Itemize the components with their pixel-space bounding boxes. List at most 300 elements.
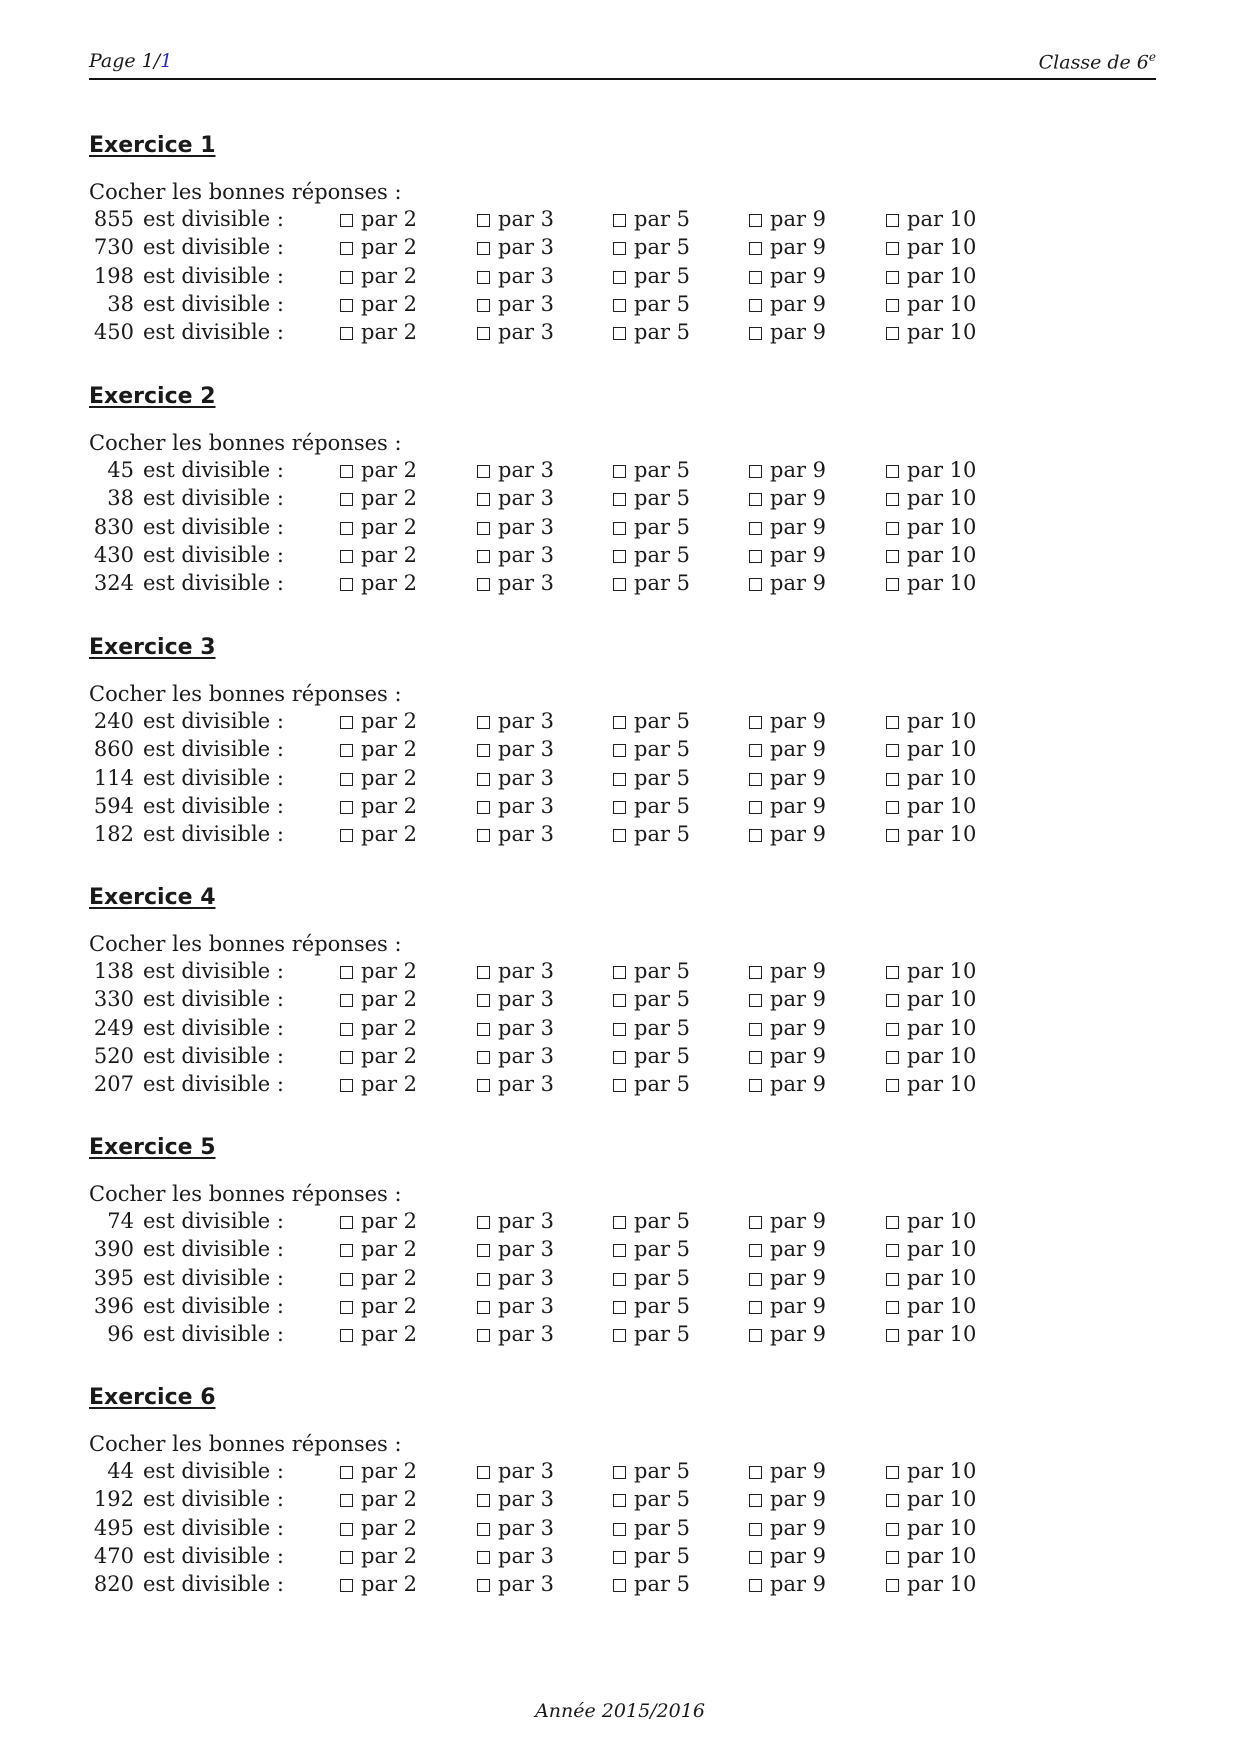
checkbox[interactable] [613,829,626,842]
checkbox[interactable] [749,1079,762,1092]
option-par-5[interactable] [613,290,690,318]
checkbox[interactable] [886,1466,899,1479]
checkbox[interactable] [613,716,626,729]
checkbox[interactable] [477,493,490,506]
option-par-5[interactable] [613,764,690,792]
checkbox[interactable] [886,744,899,757]
checkbox[interactable] [340,1216,353,1229]
option-par-3[interactable] [477,1485,554,1513]
option-par-3[interactable] [477,541,554,569]
option-par-2[interactable] [340,318,417,346]
option-par-5[interactable] [613,1514,690,1542]
option-par-9[interactable] [749,484,826,512]
option-par-9[interactable] [749,1485,826,1513]
checkbox[interactable] [886,1244,899,1257]
option-par-9[interactable] [749,957,826,985]
option-par-3[interactable] [477,957,554,985]
option-par-5[interactable] [613,541,690,569]
checkbox[interactable] [613,744,626,757]
option-par-5[interactable] [613,1042,690,1070]
option-par-10[interactable] [886,484,976,512]
checkbox[interactable] [749,1216,762,1229]
checkbox[interactable] [749,966,762,979]
checkbox[interactable] [886,773,899,786]
checkbox[interactable] [613,1051,626,1064]
option-par-2[interactable] [340,792,417,820]
checkbox[interactable] [477,716,490,729]
option-par-5[interactable] [613,262,690,290]
checkbox[interactable] [477,829,490,842]
checkbox[interactable] [340,327,353,340]
checkbox[interactable] [613,1466,626,1479]
option-par-3[interactable] [477,205,554,233]
option-par-2[interactable] [340,1207,417,1235]
option-par-10[interactable] [886,985,976,1013]
checkbox[interactable] [749,1551,762,1564]
checkbox[interactable] [340,1051,353,1064]
checkbox[interactable] [749,994,762,1007]
option-par-2[interactable] [340,1457,417,1485]
option-par-5[interactable] [613,985,690,1013]
option-par-5[interactable] [613,1485,690,1513]
checkbox[interactable] [613,214,626,227]
checkbox[interactable] [340,994,353,1007]
checkbox[interactable] [340,578,353,591]
checkbox[interactable] [749,1579,762,1592]
checkbox[interactable] [340,1273,353,1286]
checkbox[interactable] [340,773,353,786]
option-par-2[interactable] [340,985,417,1013]
checkbox[interactable] [340,1579,353,1592]
option-par-2[interactable] [340,484,417,512]
checkbox[interactable] [477,1079,490,1092]
option-par-5[interactable] [613,569,690,597]
option-par-5[interactable] [613,1014,690,1042]
checkbox[interactable] [477,1023,490,1036]
option-par-10[interactable] [886,764,976,792]
option-par-2[interactable] [340,957,417,985]
checkbox[interactable] [749,465,762,478]
option-par-9[interactable] [749,262,826,290]
checkbox[interactable] [613,1273,626,1286]
option-par-2[interactable] [340,1014,417,1042]
option-par-10[interactable] [886,1570,976,1598]
option-par-3[interactable] [477,569,554,597]
option-par-3[interactable] [477,1570,554,1598]
checkbox[interactable] [749,1523,762,1536]
option-par-5[interactable] [613,957,690,985]
checkbox[interactable] [477,214,490,227]
option-par-9[interactable] [749,735,826,763]
option-par-10[interactable] [886,1542,976,1570]
checkbox[interactable] [749,242,762,255]
checkbox[interactable] [613,465,626,478]
option-par-10[interactable] [886,513,976,541]
checkbox[interactable] [886,493,899,506]
option-par-5[interactable] [613,820,690,848]
checkbox[interactable] [613,550,626,563]
option-par-10[interactable] [886,205,976,233]
option-par-3[interactable] [477,1320,554,1348]
option-par-10[interactable] [886,792,976,820]
checkbox[interactable] [613,1079,626,1092]
checkbox[interactable] [749,1244,762,1257]
checkbox[interactable] [613,1551,626,1564]
option-par-3[interactable] [477,792,554,820]
checkbox[interactable] [886,1579,899,1592]
option-par-3[interactable] [477,484,554,512]
option-par-5[interactable] [613,1457,690,1485]
option-par-9[interactable] [749,318,826,346]
option-par-3[interactable] [477,1042,554,1070]
checkbox[interactable] [749,1494,762,1507]
option-par-10[interactable] [886,1014,976,1042]
option-par-5[interactable] [613,318,690,346]
option-par-9[interactable] [749,820,826,848]
checkbox[interactable] [477,773,490,786]
option-par-9[interactable] [749,1042,826,1070]
checkbox[interactable] [477,550,490,563]
option-par-10[interactable] [886,1292,976,1320]
checkbox[interactable] [477,1244,490,1257]
checkbox[interactable] [613,242,626,255]
option-par-9[interactable] [749,792,826,820]
checkbox[interactable] [340,550,353,563]
checkbox[interactable] [749,578,762,591]
option-par-2[interactable] [340,205,417,233]
option-par-9[interactable] [749,985,826,1013]
checkbox[interactable] [477,1273,490,1286]
option-par-3[interactable] [477,513,554,541]
option-par-9[interactable] [749,205,826,233]
option-par-5[interactable] [613,1320,690,1348]
checkbox[interactable] [477,1494,490,1507]
option-par-9[interactable] [749,513,826,541]
option-par-5[interactable] [613,792,690,820]
checkbox[interactable] [886,242,899,255]
option-par-3[interactable] [477,735,554,763]
option-par-10[interactable] [886,1457,976,1485]
checkbox[interactable] [886,829,899,842]
option-par-9[interactable] [749,1235,826,1263]
checkbox[interactable] [613,966,626,979]
option-par-5[interactable] [613,1264,690,1292]
option-par-3[interactable] [477,1264,554,1292]
option-par-9[interactable] [749,1320,826,1348]
option-par-9[interactable] [749,541,826,569]
option-par-10[interactable] [886,707,976,735]
checkbox[interactable] [477,271,490,284]
option-par-2[interactable] [340,1320,417,1348]
checkbox[interactable] [477,1579,490,1592]
checkbox[interactable] [886,271,899,284]
checkbox[interactable] [477,744,490,757]
option-par-9[interactable] [749,1292,826,1320]
option-par-3[interactable] [477,1542,554,1570]
checkbox[interactable] [886,966,899,979]
checkbox[interactable] [477,801,490,814]
option-par-5[interactable] [613,1070,690,1098]
option-par-2[interactable] [340,764,417,792]
option-par-2[interactable] [340,290,417,318]
option-par-2[interactable] [340,1570,417,1598]
checkbox[interactable] [477,465,490,478]
option-par-3[interactable] [477,764,554,792]
option-par-3[interactable] [477,290,554,318]
checkbox[interactable] [886,522,899,535]
option-par-9[interactable] [749,1514,826,1542]
checkbox[interactable] [886,1273,899,1286]
option-par-3[interactable] [477,820,554,848]
checkbox[interactable] [613,801,626,814]
option-par-10[interactable] [886,290,976,318]
checkbox[interactable] [340,1466,353,1479]
option-par-5[interactable] [613,1207,690,1235]
option-par-2[interactable] [340,1070,417,1098]
option-par-2[interactable] [340,541,417,569]
checkbox[interactable] [613,327,626,340]
checkbox[interactable] [477,1329,490,1342]
checkbox[interactable] [749,493,762,506]
checkbox[interactable] [613,1301,626,1314]
checkbox[interactable] [340,744,353,757]
checkbox[interactable] [886,716,899,729]
checkbox[interactable] [340,1244,353,1257]
option-par-9[interactable] [749,1264,826,1292]
checkbox[interactable] [749,1273,762,1286]
checkbox[interactable] [340,829,353,842]
checkbox[interactable] [613,1329,626,1342]
checkbox[interactable] [886,550,899,563]
checkbox[interactable] [340,1523,353,1536]
checkbox[interactable] [749,1301,762,1314]
option-par-2[interactable] [340,1292,417,1320]
checkbox[interactable] [886,1329,899,1342]
option-par-2[interactable] [340,262,417,290]
checkbox[interactable] [340,299,353,312]
checkbox[interactable] [886,327,899,340]
checkbox[interactable] [613,1494,626,1507]
checkbox[interactable] [477,1466,490,1479]
option-par-2[interactable] [340,1514,417,1542]
checkbox[interactable] [749,744,762,757]
checkbox[interactable] [886,214,899,227]
option-par-5[interactable] [613,707,690,735]
checkbox[interactable] [749,299,762,312]
checkbox[interactable] [340,1329,353,1342]
checkbox[interactable] [749,1466,762,1479]
option-par-9[interactable] [749,1070,826,1098]
checkbox[interactable] [340,242,353,255]
checkbox[interactable] [749,271,762,284]
option-par-10[interactable] [886,820,976,848]
option-par-5[interactable] [613,456,690,484]
checkbox[interactable] [340,214,353,227]
option-par-5[interactable] [613,1542,690,1570]
option-par-9[interactable] [749,1457,826,1485]
option-par-10[interactable] [886,735,976,763]
checkbox[interactable] [477,327,490,340]
checkbox[interactable] [886,1023,899,1036]
option-par-3[interactable] [477,707,554,735]
checkbox[interactable] [886,1301,899,1314]
option-par-9[interactable] [749,1570,826,1598]
option-par-3[interactable] [477,1070,554,1098]
checkbox[interactable] [340,801,353,814]
checkbox[interactable] [749,550,762,563]
checkbox[interactable] [886,578,899,591]
option-par-9[interactable] [749,1014,826,1042]
checkbox[interactable] [613,1244,626,1257]
checkbox[interactable] [886,1523,899,1536]
checkbox[interactable] [886,994,899,1007]
checkbox[interactable] [749,801,762,814]
checkbox[interactable] [749,214,762,227]
checkbox[interactable] [613,522,626,535]
option-par-10[interactable] [886,569,976,597]
checkbox[interactable] [340,522,353,535]
option-par-2[interactable] [340,735,417,763]
checkbox[interactable] [886,1551,899,1564]
option-par-3[interactable] [477,456,554,484]
checkbox[interactable] [613,299,626,312]
checkbox[interactable] [886,801,899,814]
option-par-2[interactable] [340,513,417,541]
checkbox[interactable] [477,1551,490,1564]
option-par-9[interactable] [749,233,826,261]
checkbox[interactable] [340,1551,353,1564]
option-par-5[interactable] [613,1570,690,1598]
option-par-2[interactable] [340,707,417,735]
option-par-3[interactable] [477,1292,554,1320]
checkbox[interactable] [613,773,626,786]
option-par-2[interactable] [340,1485,417,1513]
option-par-10[interactable] [886,1235,976,1263]
checkbox[interactable] [886,1216,899,1229]
option-par-10[interactable] [886,262,976,290]
option-par-3[interactable] [477,1235,554,1263]
checkbox[interactable] [340,493,353,506]
checkbox[interactable] [886,1494,899,1507]
option-par-10[interactable] [886,318,976,346]
option-par-10[interactable] [886,1207,976,1235]
option-par-10[interactable] [886,957,976,985]
option-par-3[interactable] [477,1514,554,1542]
option-par-10[interactable] [886,1485,976,1513]
checkbox[interactable] [477,299,490,312]
checkbox[interactable] [886,465,899,478]
checkbox[interactable] [749,1023,762,1036]
page-total-link[interactable]: 1 [160,50,173,72]
checkbox[interactable] [613,1579,626,1592]
checkbox[interactable] [340,465,353,478]
option-par-9[interactable] [749,456,826,484]
option-par-2[interactable] [340,1264,417,1292]
option-par-10[interactable] [886,541,976,569]
option-par-10[interactable] [886,1042,976,1070]
checkbox[interactable] [749,829,762,842]
option-par-10[interactable] [886,1320,976,1348]
checkbox[interactable] [477,578,490,591]
checkbox[interactable] [477,1216,490,1229]
checkbox[interactable] [477,522,490,535]
option-par-2[interactable] [340,1542,417,1570]
checkbox[interactable] [477,1523,490,1536]
checkbox[interactable] [613,271,626,284]
option-par-9[interactable] [749,290,826,318]
checkbox[interactable] [749,522,762,535]
option-par-2[interactable] [340,233,417,261]
option-par-5[interactable] [613,735,690,763]
option-par-2[interactable] [340,569,417,597]
checkbox[interactable] [613,994,626,1007]
option-par-2[interactable] [340,820,417,848]
option-par-5[interactable] [613,233,690,261]
option-par-5[interactable] [613,1292,690,1320]
option-par-10[interactable] [886,233,976,261]
option-par-3[interactable] [477,262,554,290]
checkbox[interactable] [613,578,626,591]
option-par-5[interactable] [613,1235,690,1263]
option-par-3[interactable] [477,1457,554,1485]
checkbox[interactable] [477,1051,490,1064]
checkbox[interactable] [477,966,490,979]
option-par-2[interactable] [340,1235,417,1263]
option-par-3[interactable] [477,985,554,1013]
checkbox[interactable] [340,966,353,979]
option-par-2[interactable] [340,456,417,484]
option-par-3[interactable] [477,1207,554,1235]
checkbox[interactable] [340,1079,353,1092]
option-par-10[interactable] [886,1070,976,1098]
option-par-5[interactable] [613,205,690,233]
option-par-10[interactable] [886,1264,976,1292]
option-par-9[interactable] [749,569,826,597]
option-par-9[interactable] [749,764,826,792]
checkbox[interactable] [886,299,899,312]
checkbox[interactable] [340,716,353,729]
option-par-10[interactable] [886,456,976,484]
checkbox[interactable] [340,271,353,284]
checkbox[interactable] [340,1494,353,1507]
checkbox[interactable] [749,773,762,786]
option-par-9[interactable] [749,707,826,735]
checkbox[interactable] [613,1023,626,1036]
checkbox[interactable] [749,1051,762,1064]
option-par-9[interactable] [749,1207,826,1235]
checkbox[interactable] [340,1301,353,1314]
checkbox[interactable] [749,1329,762,1342]
option-par-3[interactable] [477,318,554,346]
checkbox[interactable] [749,327,762,340]
checkbox[interactable] [613,1523,626,1536]
option-par-9[interactable] [749,1542,826,1570]
checkbox[interactable] [477,242,490,255]
checkbox[interactable] [340,1023,353,1036]
checkbox[interactable] [613,493,626,506]
option-par-5[interactable] [613,484,690,512]
checkbox[interactable] [886,1051,899,1064]
option-par-2[interactable] [340,1042,417,1070]
checkbox[interactable] [749,716,762,729]
option-par-5[interactable] [613,513,690,541]
checkbox[interactable] [613,1216,626,1229]
checkbox[interactable] [477,994,490,1007]
checkbox[interactable] [477,1301,490,1314]
option-par-3[interactable] [477,1014,554,1042]
option-par-3[interactable] [477,233,554,261]
option-par-10[interactable] [886,1514,976,1542]
